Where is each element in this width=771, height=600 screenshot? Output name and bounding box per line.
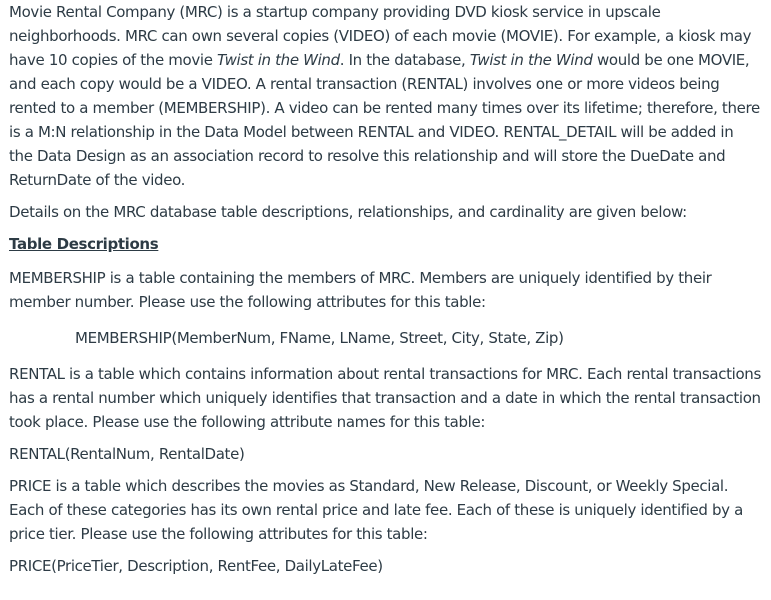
- intro-paragraph: [9, 0, 761, 192]
- movie-title: Twist in the Wind: [469, 51, 593, 69]
- intro-text-2: . In the database,: [339, 51, 470, 69]
- rental-schema: RENTAL(RentalNum, RentalDate): [9, 445, 245, 463]
- section-heading: Table Descriptions: [9, 235, 159, 253]
- membership-schema: MEMBERSHIP(MemberNum, FName, LName, Street, City, State, Zip): [75, 329, 564, 347]
- price-description: PRICE is a table which describes the movies as Standard, New Release, Discount, or Weekly Special. Each of these categories has its own rental price and late fee. Each of these is uniquely identified by a price tier. Please use the following attributes for this table:: [9, 477, 743, 543]
- rental-description: RENTAL is a table which contains information about rental transactions for MRC. Each rental transactions has a rental number which uniquely identifies that transaction and a date in which the rental transaction took place. Please use the following attribute names for this table:: [9, 365, 761, 431]
- price-schema: PRICE(PriceTier, Description, RentFee, DailyLateFee): [9, 557, 383, 575]
- intro-text-3: would be one MOVIE, and each copy would be a VIDEO. A rental transaction (RENTAL) involves one or more videos being rented to a member (MEMBERSHIP). A video can be rented many times over its lifetime; therefore, there is a M:N relationship in the Data Model between RENTAL and VIDEO. RENTAL_DETAIL will be added in the Data Design as an association record to resolve this relationship and will store the DueDate and ReturnDate of the video.: [9, 51, 760, 189]
- membership-description: MEMBERSHIP is a table containing the members of MRC. Members are uniquely identified by their member number. Please use the following attributes for this table:: [9, 269, 712, 311]
- details-paragraph: Details on the MRC database table descriptions, relationships, and cardinality are given below:: [9, 203, 687, 221]
- intro-text-1: Movie Rental Company (MRC) is a startup company providing DVD kiosk service in upscale neighborhoods. MRC can own several copies (VIDEO) of each movie (MOVIE). For example, a kiosk may have 10 copies of the movie: [9, 3, 752, 69]
- movie-title: Twist in the Wind: [217, 51, 340, 69]
